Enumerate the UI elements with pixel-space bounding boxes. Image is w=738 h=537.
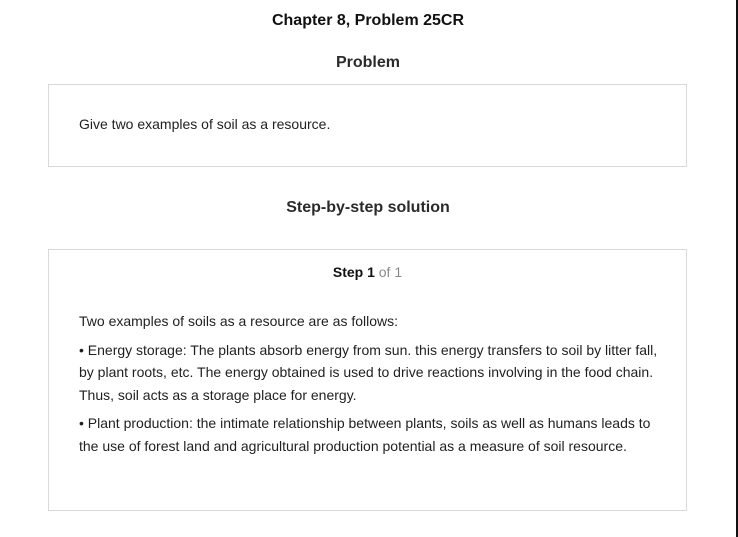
problem-heading: Problem [335,54,400,71]
chapter-title: Chapter 8, Problem 25CR [271,12,465,29]
step-indicator [49,264,686,280]
solution-body [79,310,664,463]
step-count: of 1 [378,264,403,280]
step-label: Step 1 [332,264,375,280]
solution-point: • Energy storage: The plants absorb energy from sun. this energy transfers to soil by litter fall, by plant roots, etc. The energy obtained is used to drive reactions involving in the food chain. Thus, soil acts as a storage place for energy. [79,341,658,403]
problem-box [48,84,687,167]
solution-heading: Step-by-step solution [286,199,450,216]
problem-text: Give two examples of soil as a resource. [79,116,331,132]
solution-point: • Plant production: the intimate relationship between plants, soils as well as humans leads to the use of forest land and agricultural production potential as a measure of soil resource. [79,415,651,454]
solution-box [48,249,687,511]
solution-intro: Two examples of soils as a resource are as follows: [79,313,399,329]
